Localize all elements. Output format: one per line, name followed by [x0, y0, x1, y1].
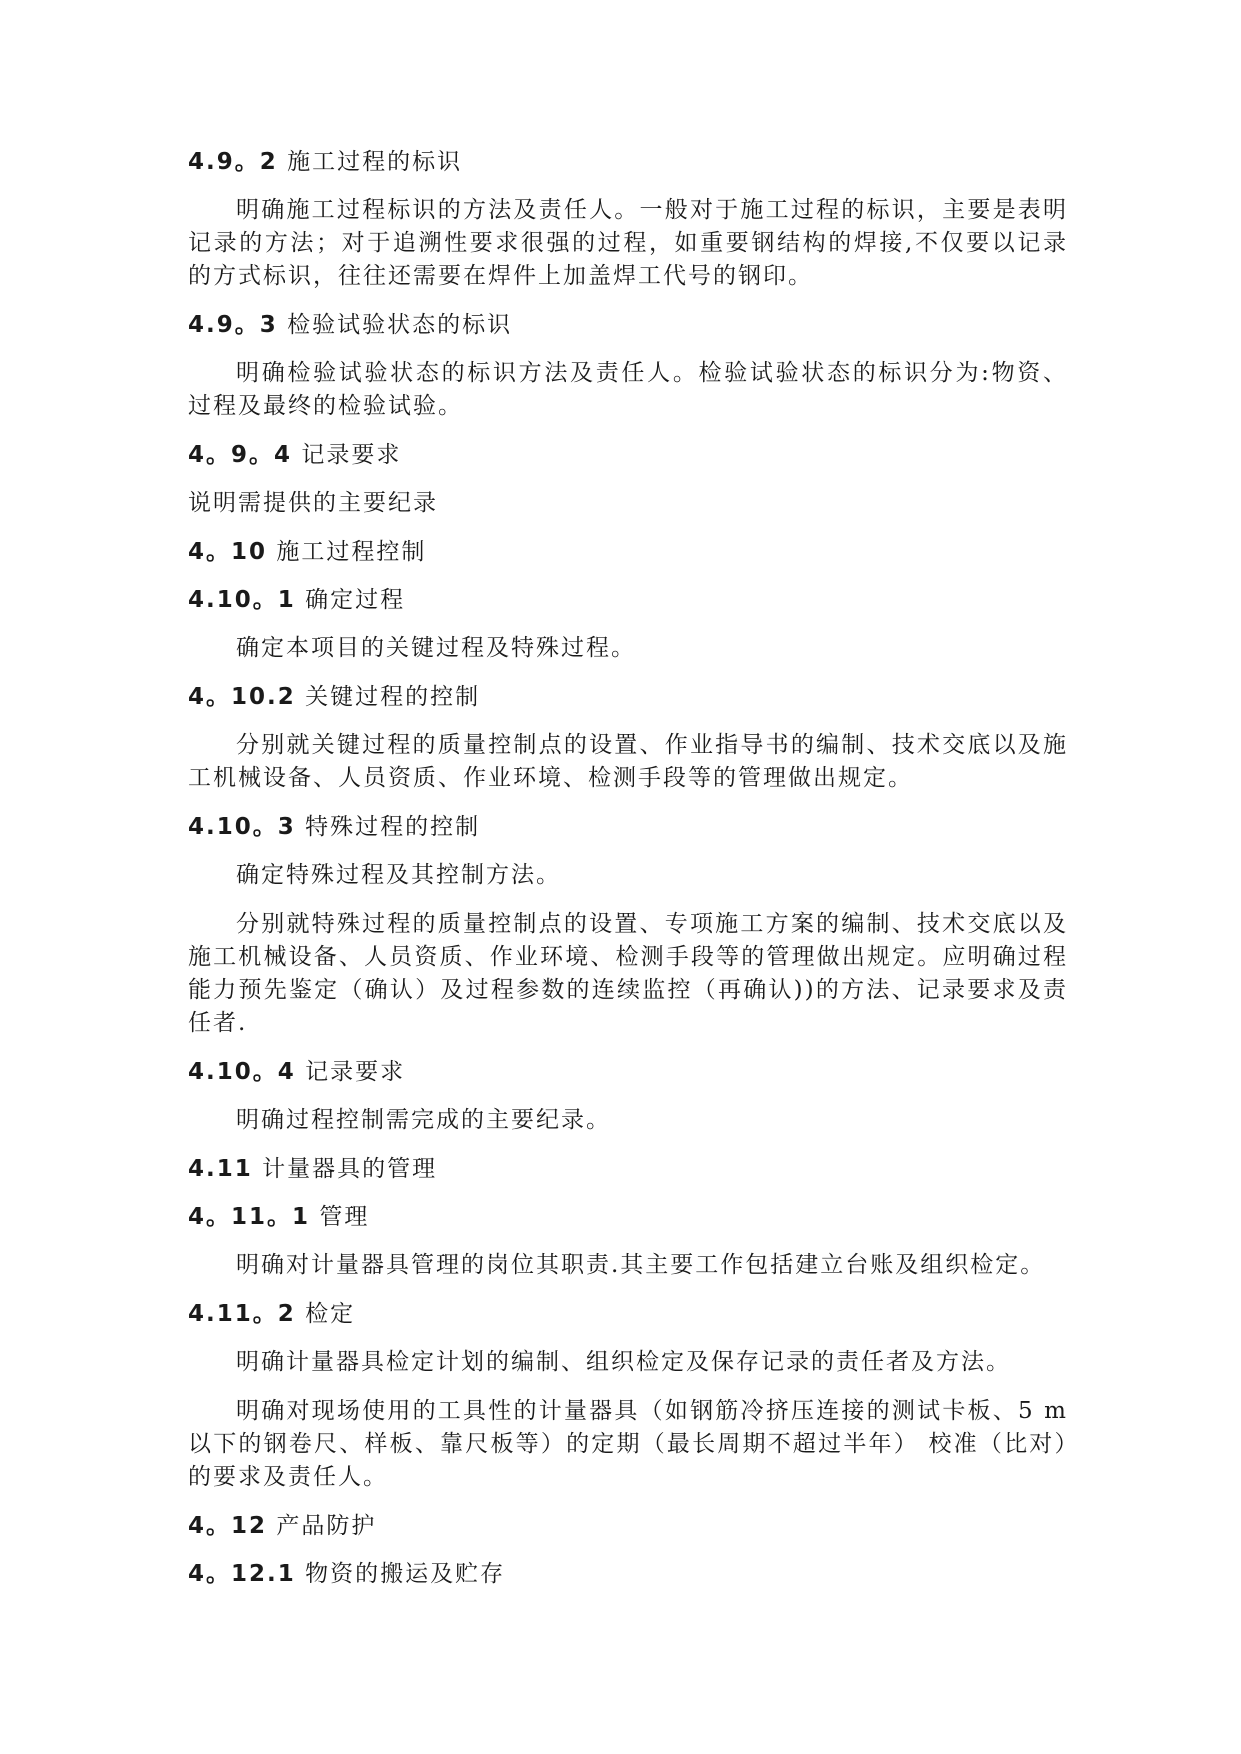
section-title: 施工过程的标识: [287, 149, 463, 175]
section-title: 物资的搬运及贮存: [305, 1561, 506, 1587]
section-heading: [188, 681, 1068, 713]
body-paragraph: 分别就特殊过程的质量控制点的设置、专项施工方案的编制、技术交底以及施工机械设备、人员资质、作业环境、检测手段等的管理做出规定。应明确过程能力预先鉴定（确认）及过程参数的连续监控（再确认))的方法、记录要求及责任者.: [188, 911, 1068, 1036]
section-number: 4。9。4: [188, 442, 293, 468]
section-heading: [188, 584, 1068, 616]
section-title: 关键过程的控制: [305, 684, 481, 710]
section-title: 记录要求: [305, 1059, 406, 1085]
section-number: 4。12.1: [188, 1561, 296, 1587]
section-number: 4.10。1: [188, 587, 296, 613]
body-paragraph: 分别就关键过程的质量控制点的设置、作业指导书的编制、技术交底以及施工机械设备、人员资质、作业环境、检测手段等的管理做出规定。: [188, 732, 1068, 791]
body-paragraph: 明确检验试验状态的标识方法及责任人。检验试验状态的标识分为:物资、过程及最终的检验试验。: [188, 360, 1068, 419]
section-number: 4.11: [188, 1156, 253, 1182]
section-heading: [188, 811, 1068, 843]
section-heading: [188, 536, 1068, 568]
body-paragraph: 确定本项目的关键过程及特殊过程。: [236, 635, 636, 661]
section-heading: [188, 1558, 1068, 1590]
section-heading: [188, 146, 1068, 178]
body-paragraph: 说明需提供的主要纪录: [188, 490, 438, 516]
section-number: 4.9。3: [188, 312, 278, 338]
document-body: [188, 146, 1068, 1606]
section-heading: [188, 1298, 1068, 1330]
section-title: 检验试验状态的标识: [287, 312, 513, 338]
section-title: 计量器具的管理: [262, 1156, 438, 1182]
section-number: 4。12: [188, 1513, 268, 1539]
section-heading: [188, 1153, 1068, 1185]
section-title: 施工过程控制: [276, 539, 427, 565]
section-number: 4。10.2: [188, 684, 296, 710]
section-heading: [188, 439, 1068, 471]
section-title: 产品防护: [276, 1513, 377, 1539]
body-paragraph: 明确过程控制需完成的主要纪录。: [236, 1107, 611, 1133]
section-number: 4.10。3: [188, 814, 296, 840]
body-paragraph: 确定特殊过程及其控制方法。: [236, 862, 561, 888]
body-paragraph: 明确对现场使用的工具性的计量器具（如钢筋冷挤压连接的测试卡板、5 m以下的钢卷尺、样板、靠尺板等）的定期（最长周期不超过半年） 校准（比对）的要求及责任人。: [188, 1398, 1068, 1490]
section-heading: [188, 1201, 1068, 1233]
body-paragraph: 明确对计量器具管理的岗位其职责.其主要工作包括建立台账及组织检定。: [236, 1252, 1046, 1278]
section-title: 检定: [305, 1301, 356, 1327]
section-title: 特殊过程的控制: [305, 814, 481, 840]
section-title: 确定过程: [305, 587, 406, 613]
body-paragraph: 明确施工过程标识的方法及责任人。一般对于施工过程的标识，主要是表明记录的方法；对于追溯性要求很强的过程，如重要钢结构的焊接,不仅要以记录的方式标识，往往还需要在焊件上加盖焊工代号的钢印。: [188, 197, 1068, 289]
body-paragraph: 明确计量器具检定计划的编制、组织检定及保存记录的责任者及方法。: [236, 1349, 1011, 1375]
section-heading: [188, 1056, 1068, 1088]
section-number: 4.11。2: [188, 1301, 296, 1327]
section-heading: [188, 1510, 1068, 1542]
section-number: 4.9。2: [188, 149, 278, 175]
section-heading: [188, 309, 1068, 341]
section-title: 记录要求: [301, 442, 402, 468]
section-number: 4。10: [188, 539, 268, 565]
section-number: 4.10。4: [188, 1059, 296, 1085]
section-title: 管理: [319, 1204, 370, 1230]
section-number: 4。11。1: [188, 1204, 311, 1230]
